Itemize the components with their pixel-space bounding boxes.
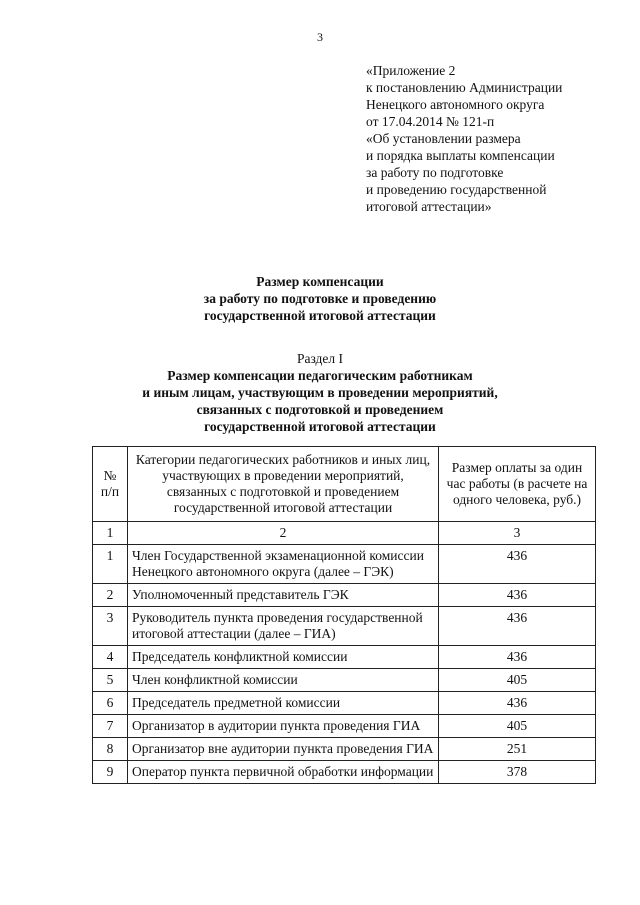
row-category: Руководитель пункта проведения государственной итоговой аттестации (далее – ГИА) xyxy=(128,607,439,646)
appendix-line: и проведению государственной xyxy=(366,182,547,197)
row-category: Член Государственной экзаменационной комиссии Ненецкого автономного округа (далее – ГЭК) xyxy=(128,545,439,584)
header-category: Категории педагогических работников и иных лиц, участвующих в проведении мероприятий, связанных с подготовкой и проведением государственной итоговой аттестации xyxy=(128,447,439,522)
appendix-line: от 17.04.2014 № 121-п xyxy=(366,114,495,129)
row-number: 7 xyxy=(93,715,128,738)
header-payment: Размер оплаты за один час работы (в расчете на одного человека, руб.) xyxy=(439,447,596,522)
appendix-line: «Приложение 2 xyxy=(366,63,456,78)
row-payment: 405 xyxy=(439,669,596,692)
header-number-sign: № xyxy=(103,468,117,483)
column-number: 2 xyxy=(128,522,439,545)
table-row xyxy=(93,761,596,784)
row-category: Организатор вне аудитории пункта проведения ГИА xyxy=(128,738,439,761)
header-number xyxy=(93,447,128,522)
row-category: Организатор в аудитории пункта проведения ГИА xyxy=(128,715,439,738)
table-row xyxy=(93,646,596,669)
row-number: 6 xyxy=(93,692,128,715)
column-number: 1 xyxy=(93,522,128,545)
row-number: 9 xyxy=(93,761,128,784)
page-number: 3 xyxy=(317,30,323,44)
title-line: Размер компенсации xyxy=(256,274,384,289)
row-category: Председатель предметной комиссии xyxy=(128,692,439,715)
table-header-row xyxy=(93,447,596,522)
row-payment: 405 xyxy=(439,715,596,738)
appendix-line: и порядка выплаты компенсации xyxy=(366,148,555,163)
section-title-line: государственной итоговой аттестации xyxy=(204,419,436,434)
row-payment: 436 xyxy=(439,545,596,584)
table-row xyxy=(93,584,596,607)
appendix-line: к постановлению Администрации xyxy=(366,80,563,95)
row-payment: 251 xyxy=(439,738,596,761)
compensation-table xyxy=(92,446,596,784)
section-title-line: и иным лицам, участвующим в проведении мероприятий, xyxy=(142,385,498,400)
row-category: Уполномоченный представитель ГЭК xyxy=(128,584,439,607)
appendix-line: за работу по подготовке xyxy=(366,165,504,180)
section-label: Раздел I xyxy=(296,351,344,366)
row-number: 3 xyxy=(93,607,128,646)
row-category: Оператор пункта первичной обработки информации xyxy=(128,761,439,784)
row-category: Председатель конфликтной комиссии xyxy=(128,646,439,669)
row-number: 2 xyxy=(93,584,128,607)
row-category: Член конфликтной комиссии xyxy=(128,669,439,692)
section-title-line: связанных с подготовкой и проведением xyxy=(196,402,444,417)
table-row xyxy=(93,669,596,692)
appendix-line: итоговой аттестации» xyxy=(366,199,492,214)
row-number: 1 xyxy=(93,545,128,584)
header-number-abbr: п/п xyxy=(100,484,120,499)
column-number: 3 xyxy=(439,522,596,545)
document-title xyxy=(0,273,640,324)
appendix-line: Ненецкого автономного округа xyxy=(366,97,545,112)
table-row xyxy=(93,692,596,715)
appendix-header xyxy=(366,62,616,215)
row-number: 4 xyxy=(93,646,128,669)
section-heading xyxy=(0,350,640,435)
table-row xyxy=(93,738,596,761)
appendix-line: «Об установлении размера xyxy=(366,131,521,146)
row-payment: 436 xyxy=(439,646,596,669)
row-number: 8 xyxy=(93,738,128,761)
section-title-line: Размер компенсации педагогическим работникам xyxy=(167,368,473,383)
table-row xyxy=(93,545,596,584)
row-payment: 436 xyxy=(439,607,596,646)
row-payment: 378 xyxy=(439,761,596,784)
table-row xyxy=(93,607,596,646)
title-line: за работу по подготовке и проведению xyxy=(203,291,437,306)
column-number-row xyxy=(93,522,596,545)
row-number: 5 xyxy=(93,669,128,692)
table-row xyxy=(93,715,596,738)
row-payment: 436 xyxy=(439,692,596,715)
row-payment: 436 xyxy=(439,584,596,607)
title-line: государственной итоговой аттестации xyxy=(204,308,436,323)
